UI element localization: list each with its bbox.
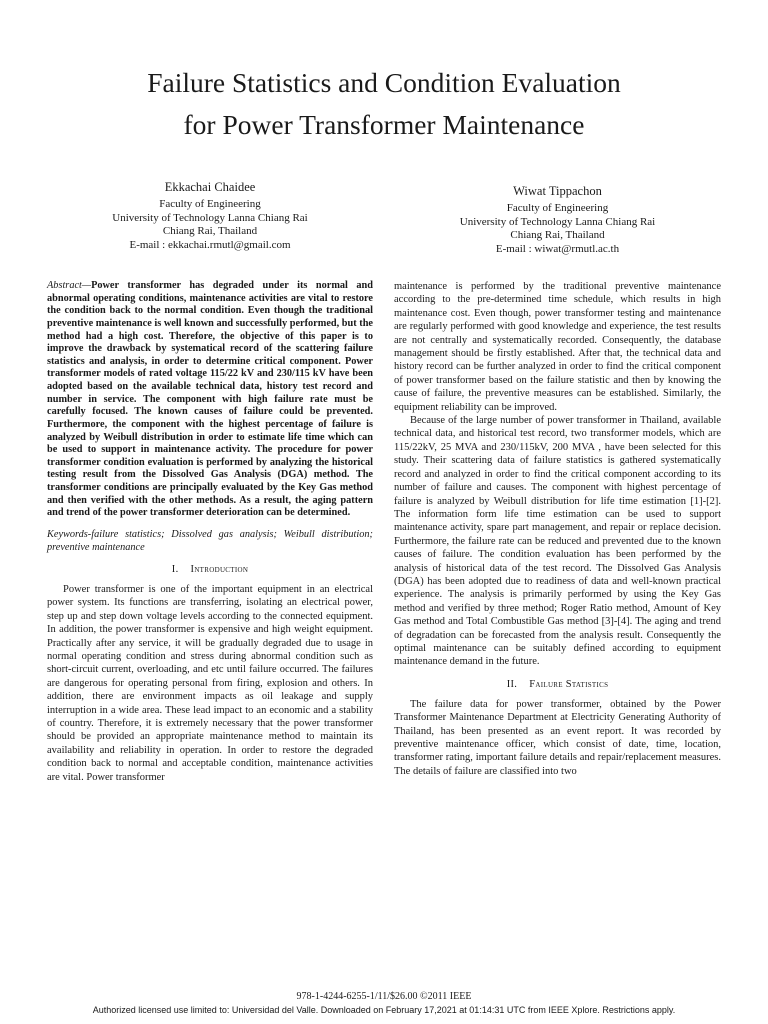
abstract-lead: Abstract— [47, 280, 92, 291]
introduction-paragraph-2: Because of the large number of power transformer in Thailand, available technical data, and historical test record, two transformer models, which are 115/22kV, 25 MVA and 230/115kV, 200 MVA , have been selected for this study. Their scattering data of failure statistics is gathered systematically record and analyzed in order to find the critical component according to its number of failure and causes. The component with highest percentage of failure is analyzed by Weibull distribution for life time estimation [1]-[2]. The information form life time estimation can be used to support maintenance activity, spare part management, and repair or replace decision. Furthermore, the failure rate can be reduced and prevented due to the known causes of failure. The condition evaluation has been performed by the analysis of historical data of the test record. The Dissolved Gas Analysis (DGA) has been adopted due to readiness of data and well-known practical experience. The analysis is primarily performed by using the Key Gas method and verified by three method; Roger Ratio method, Amount of Key Gas method and Total Combustible Gas method [3]-[4]. The aging and trend of degradation can be forecasted from the analysis result. Consequently the optimal maintenance can be suitably defined according to equipment maintenance demand in the future. [394, 415, 721, 668]
failure-statistics-paragraph: The failure data for power transformer, obtained by the Power Transformer Maintenance Department at Electricity Generating Authority of Thailand, has been presented as an event report. It was recorded by preventive maintenance officer, which consist of date, time, location, transformer rating, important failure details and repair/replacement measures. The details of failure are classified into two [394, 698, 721, 777]
author-location: Chiang Rai, Thailand [510, 229, 605, 241]
author-email: E-mail : wiwat@rmutl.ac.th [495, 242, 620, 255]
section-title: Introduction [190, 563, 249, 575]
copyright-line: 978-1-4244-6255-1/11/$26.00 ©2011 IEEE [296, 991, 472, 1002]
introduction-paragraph: Power transformer is one of the important equipment in an electrical power system. Its functions are transferring, isolating an electrical power, step up and step down voltage levels according to the connected equipment. In addition, the power transformer is expensive and high weight equipment. Practically after any service, it will be gradually degraded due to usage in normal operating condition and stress during abnormal condition such as short-circuit current, overloading, and etc until failure occurred. The failures are dangerous for operating personal from firing, explosion and others. In addition, there are environment impacts as oil leakage and supply interruption in a wide area. These lead impact to an economic and a stability of country. Therefore, it is extremely necessary that the power transformer should be provided an appropriate maintenance method to maintain its availability and reliability in operation. In order to restore the degraded condition back to normal and acceptable condition, maintenance activities are vital. Power transformer [47, 583, 373, 783]
paper-title [0, 62, 768, 146]
author-name: Ekkachai Chaidee [164, 180, 256, 194]
author-university: University of Technology Lanna Chiang Rai [112, 211, 308, 224]
author-faculty: Faculty of Engineering [506, 202, 609, 214]
abstract [47, 280, 373, 520]
section-number: I. [171, 563, 179, 575]
author-faculty: Faculty of Engineering [159, 198, 261, 210]
title-line-2: for Power Transformer Maintenance [183, 109, 585, 140]
author-email: E-mail : ekkachai.rmutl@gmail.com [129, 238, 291, 251]
keywords: Keywords-failure statistics; Dissolved gas analysis; Weibull distribution; preventive maintenance [47, 528, 373, 553]
left-column [47, 280, 373, 784]
section-number: II. [506, 678, 518, 690]
author-block-2 [394, 184, 721, 256]
section-title: Failure Statistics [529, 678, 609, 690]
abstract-text: Power transformer has degraded under its normal and abnormal operating conditions, maintenance activities are vital to restore the condition back to the normal condition. Even though the traditional preventive maintenance is well known and successfully performed, but the method had a high cost. Therefore, the objective of this paper is to improve the drawback by systematical record of the scattering failure statistics and analysis, in order to determine critical component. Power transformer models of rated voltage 115/22 kV and 230/115 kV have been adopted based on the available technical data, history test record and number in service. The component with high failure rate must be carefully focused. The known causes of failure could be prevented. Furthermore, the component with the highest percentage of failure is analyzed by Weibull distribution in order to estimate life time which can be used to support in maintenance activity. The procedure for power transformer condition evaluation is performed by analyzing the historical testing result from the Dissolved Gas Analysis (DGA) method. The transformer conditions are principally evaluated by the Key Gas method and then verified with the other methods. As a result, the aging pattern and trend of the power transformer deterioration can be determined. [47, 280, 373, 519]
license-notice: Authorized licensed use limited to: Universidad del Valle. Downloaded on February 17,2021 at 01:14:31 UTC from IEEE Xplore. Restrictions apply. [92, 1005, 676, 1015]
author-location: Chiang Rai, Thailand [162, 225, 258, 237]
section-heading-introduction [47, 563, 373, 576]
author-university: University of Technology Lanna Chiang Rai [459, 215, 656, 228]
title-line-1: Failure Statistics and Condition Evaluation [147, 67, 621, 98]
right-column [394, 280, 721, 778]
section-heading-failure-statistics [394, 678, 721, 691]
author-name: Wiwat Tippachon [513, 184, 602, 198]
author-block-1 [47, 180, 373, 252]
introduction-continuation: maintenance is performed by the traditional preventive maintenance according to the pre-determined time schedule, which results in high maintenance cost. Even though, power transformer testing and maintenance are regularly performed with good knowledge and experience, the test results are not centrally and systematically recorded. Consequently, the database management should be firstly established. After that, the technical data and history record can be further analyzed in order to find the critical component of power transformer based on the failure statistic and then by knowing the cause of failure, the preventive measures can be established. Similarly, the equipment reliability can be improved. [394, 281, 721, 413]
